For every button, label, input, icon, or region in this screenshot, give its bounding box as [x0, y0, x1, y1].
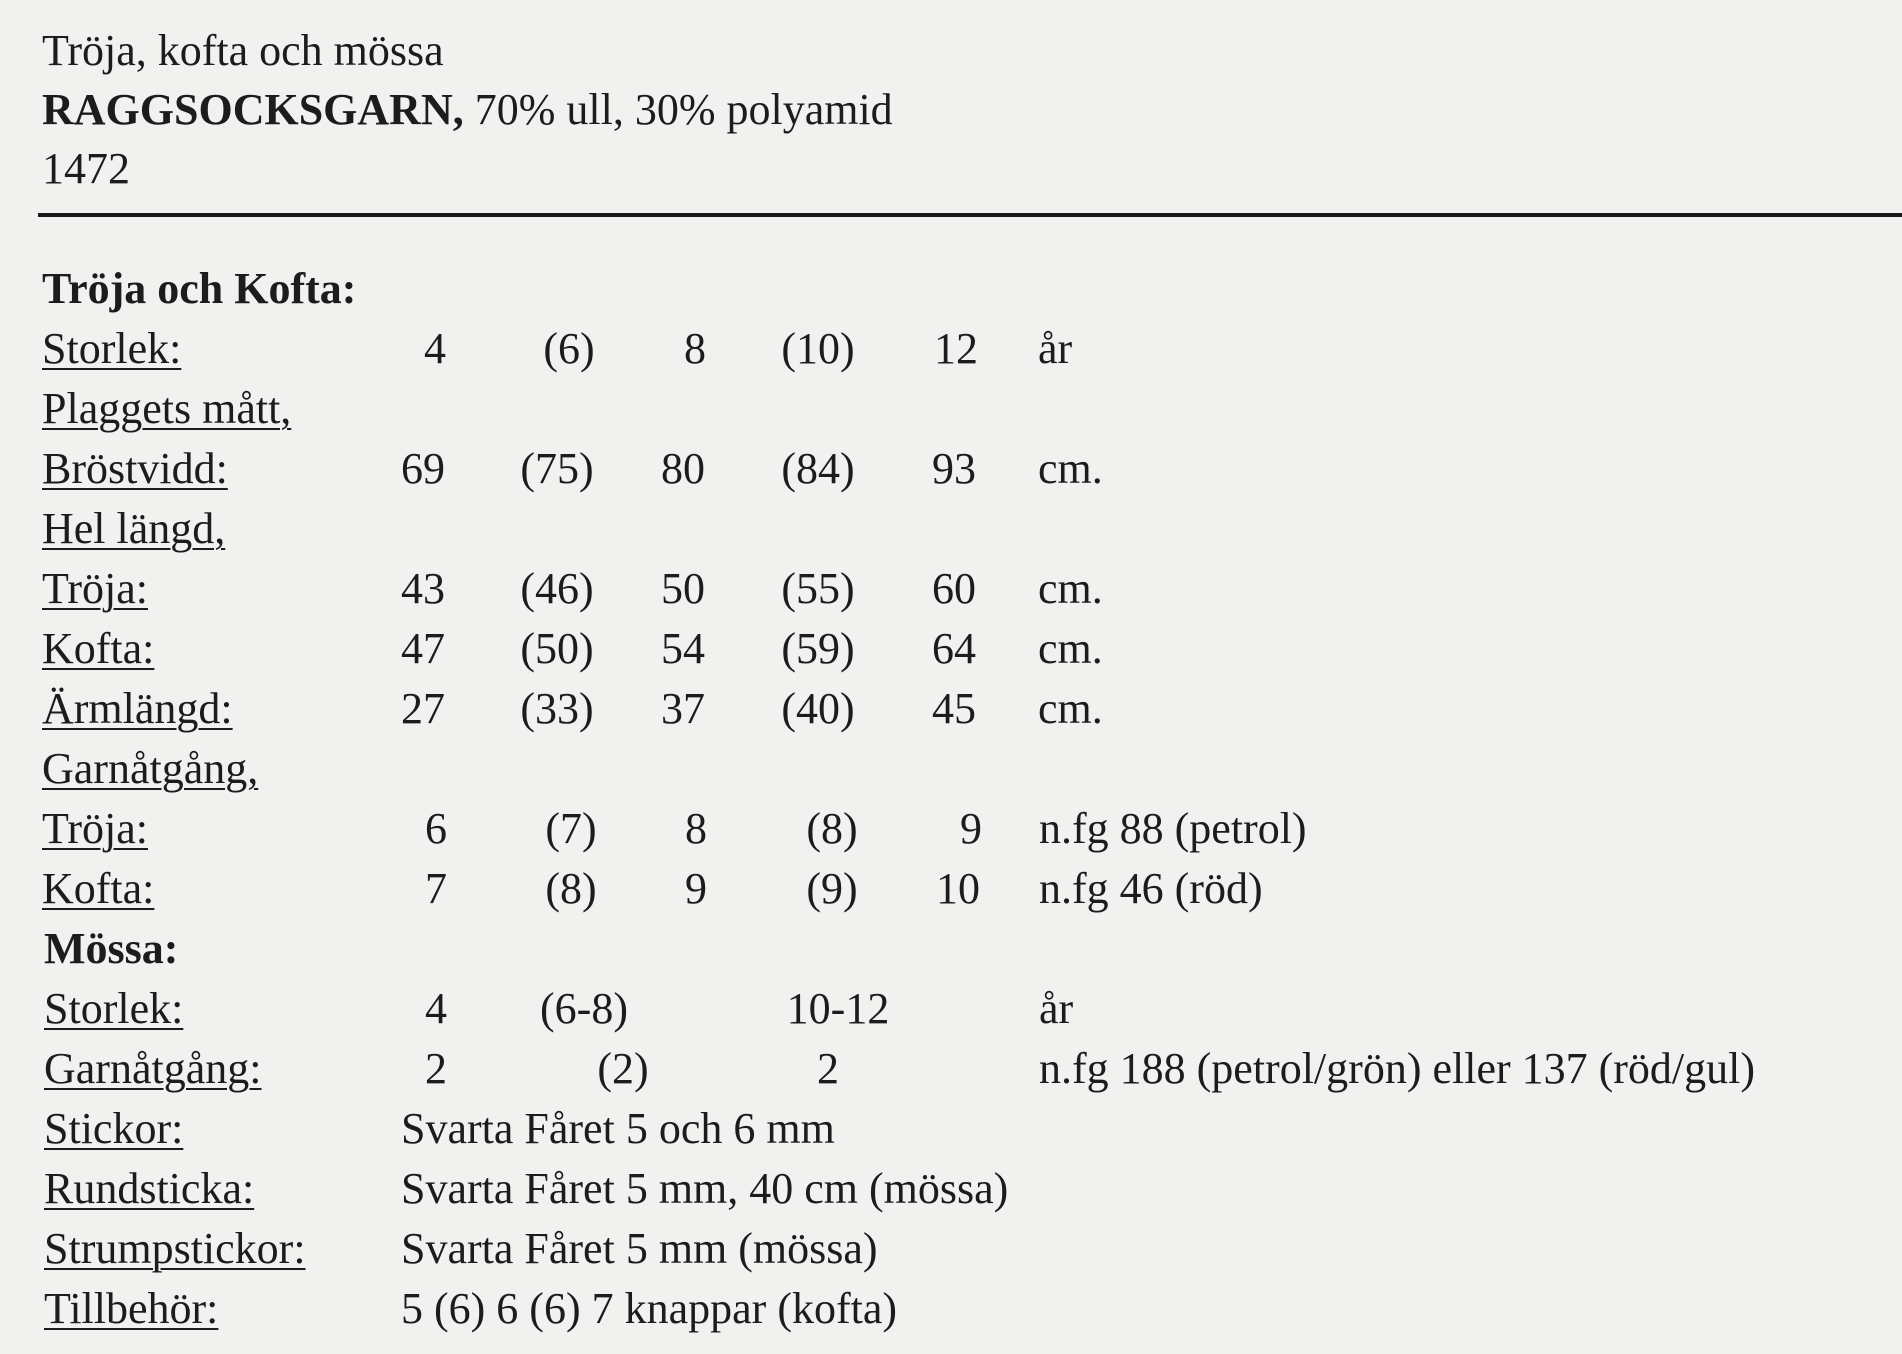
value-cell: (40) [781, 684, 855, 733]
value-cell: 4 [424, 324, 446, 373]
unit-cell: år [1039, 984, 1074, 1033]
pattern-title: Tröja, kofta och mössa [42, 26, 444, 75]
value-cell: (8) [545, 864, 597, 913]
value-cell: (46) [520, 564, 594, 613]
unit-cell: n.fg 188 (petrol/grön) eller 137 (röd/gul) [1039, 1044, 1756, 1093]
header-divider [38, 213, 1902, 217]
value-cell: (2) [597, 1044, 649, 1093]
value-cell: (8) [806, 804, 858, 853]
value-cell: 45 [932, 684, 976, 733]
value-cell: (75) [520, 444, 594, 493]
value-cell: 10 [936, 864, 980, 913]
row-label-plaggets-matt: Plaggets mått, [42, 384, 292, 433]
value-cell: 47 [401, 624, 445, 673]
section-heading-troja-kofta: Tröja och Kofta: [42, 264, 357, 313]
unit-cell: cm. [1038, 564, 1103, 613]
value-cell: 7 [425, 864, 447, 913]
value-cell: (6-8) [540, 984, 628, 1033]
row-label-kofta-garn: Kofta: [42, 864, 155, 913]
pattern-number: 1472 [42, 144, 130, 193]
row-label-strumpstickor: Strumpstickor: [44, 1224, 306, 1273]
row-label-rundsticka: Rundsticka: [44, 1164, 255, 1213]
row-label-troja-garn: Tröja: [42, 804, 148, 853]
value-cell: 69 [401, 444, 445, 493]
row-label-garnatgang: Garnåtgång, [42, 744, 259, 793]
value-cell: (9) [806, 864, 858, 913]
stickor-value: Svarta Fåret 5 och 6 mm [401, 1104, 835, 1153]
row-label-storlek: Storlek: [42, 324, 182, 373]
value-cell: 93 [932, 444, 976, 493]
yarn-line [42, 84, 893, 136]
value-cell: (50) [520, 624, 594, 673]
value-cell: 4 [425, 984, 447, 1033]
value-cell: 8 [685, 804, 707, 853]
row-label-mossa-garnatgang: Garnåtgång: [44, 1044, 262, 1093]
value-cell: 8 [684, 324, 706, 373]
unit-cell: cm. [1038, 444, 1103, 493]
value-cell: 2 [817, 1044, 839, 1093]
row-label-brostvidd: Bröstvidd: [42, 444, 228, 493]
value-cell: (55) [781, 564, 855, 613]
unit-cell: n.fg 88 (petrol) [1039, 804, 1307, 853]
row-label-tillbehor: Tillbehör: [44, 1284, 219, 1333]
value-cell: 9 [685, 864, 707, 913]
value-cell: 80 [661, 444, 705, 493]
value-cell: 9 [960, 804, 982, 853]
value-cell: (59) [781, 624, 855, 673]
unit-cell: cm. [1038, 684, 1103, 733]
value-cell: 60 [932, 564, 976, 613]
section-heading-mossa: Mössa: [44, 924, 179, 973]
row-label-hel-langd: Hel längd, [42, 504, 226, 553]
value-cell: 10-12 [786, 984, 890, 1033]
unit-cell: n.fg 46 (röd) [1039, 864, 1263, 913]
yarn-name: RAGGSOCKSGARN, [42, 85, 464, 134]
value-cell: (7) [545, 804, 597, 853]
unit-cell: cm. [1038, 624, 1103, 673]
value-cell: 6 [425, 804, 447, 853]
strumpstickor-value: Svarta Fåret 5 mm (mössa) [401, 1224, 878, 1273]
value-cell: (6) [543, 324, 595, 373]
row-label-mossa-storlek: Storlek: [44, 984, 184, 1033]
value-cell: 2 [425, 1044, 447, 1093]
tillbehor-value: 5 (6) 6 (6) 7 knappar (kofta) [401, 1284, 898, 1333]
value-cell: 43 [401, 564, 445, 613]
value-cell: 54 [661, 624, 705, 673]
row-label-troja-langd: Tröja: [42, 564, 148, 613]
value-cell: (33) [520, 684, 594, 733]
value-cell: 37 [661, 684, 705, 733]
value-cell: 50 [661, 564, 705, 613]
value-cell: 12 [934, 324, 978, 373]
row-label-armlangd: Ärmlängd: [42, 684, 233, 733]
value-cell: 64 [932, 624, 976, 673]
yarn-content: 70% ull, 30% polyamid [474, 85, 893, 134]
rundsticka-value: Svarta Fåret 5 mm, 40 cm (mössa) [401, 1164, 1009, 1213]
value-cell: (84) [781, 444, 855, 493]
value-cell: 27 [401, 684, 445, 733]
row-label-stickor: Stickor: [44, 1104, 184, 1153]
row-label-kofta-langd: Kofta: [42, 624, 155, 673]
unit-cell: år [1038, 324, 1073, 373]
value-cell: (10) [781, 324, 855, 373]
